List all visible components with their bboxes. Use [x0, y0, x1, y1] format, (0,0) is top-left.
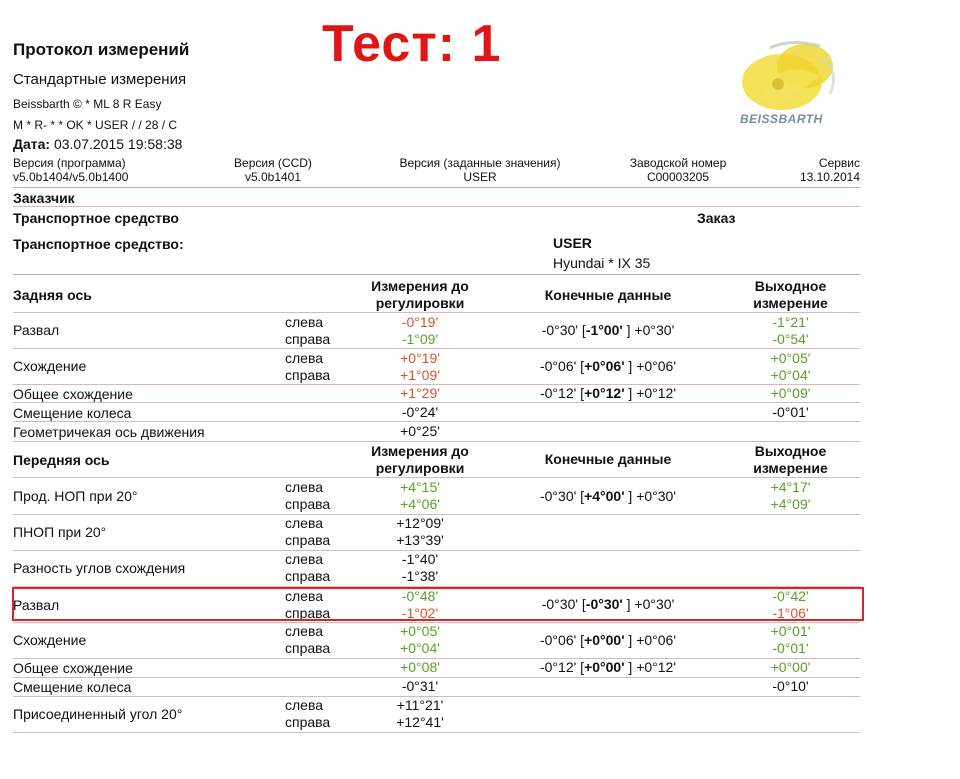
date-label: Дата: — [13, 136, 51, 152]
rear-total-toe-before: +1°29' — [400, 385, 440, 401]
divider — [13, 732, 860, 733]
divider — [13, 312, 860, 313]
rear-toe-output: +0°05' +0°04' — [770, 350, 811, 383]
front-toe-output: +0°01' -0°01' — [770, 623, 811, 656]
front-camber-target: -0°30' [-0°30' ] +0°30' — [541, 596, 675, 612]
front-camber-before: -0°48' -1°02' — [401, 588, 439, 621]
column-target-header-front: Конечные данные — [544, 451, 672, 467]
front-camber-highlight-frame — [12, 587, 864, 621]
front-caster-name: Прод. НОП при 20° — [13, 488, 138, 504]
test-overlay-title: Тест: 1 — [322, 15, 502, 73]
version-row — [13, 156, 860, 186]
front-included-angle-before: +11°21' +12°41' — [396, 697, 444, 730]
report-date — [13, 136, 182, 152]
divider — [13, 402, 860, 403]
front-wheel-offset-name: Смещение колеса — [13, 679, 132, 695]
logo-label: BEISSBARTH — [740, 112, 823, 126]
divider — [13, 274, 860, 275]
rear-thrust-axis-before: +0°25' — [400, 423, 440, 439]
rear-wheel-offset-output: -0°01' — [772, 404, 809, 420]
front-toe-diff-before: -1°40' -1°38' — [401, 551, 439, 584]
front-kpi-sides: слева справа — [285, 515, 331, 548]
front-included-angle-name: Присоединенный угол 20° — [13, 706, 183, 722]
rear-toe-sides: слева справа — [285, 350, 331, 383]
vehicle-user: USER — [553, 235, 592, 251]
front-total-toe-name: Общее схождение — [13, 660, 133, 676]
front-total-toe-before: +0°08' — [400, 659, 440, 675]
measurement-code: M * R- * * OK * USER / / 28 / C — [13, 118, 178, 132]
divider — [13, 348, 860, 349]
front-camber-sides: слева справа — [285, 588, 331, 621]
column-before-header: Измерения до регулировки — [371, 278, 469, 311]
front-caster-output: +4°17' +4°09' — [770, 479, 811, 512]
front-camber-output: -0°42' -1°06' — [772, 588, 809, 621]
version-program: Версия (программа) v5.0b1404/v5.0b1400 — [13, 156, 129, 184]
version-ccd: Версия (CCD) v5.0b1401 — [234, 156, 312, 184]
customer-label: Заказчик — [13, 190, 75, 206]
rear-camber-sides: слева справа — [285, 314, 331, 347]
rear-camber-target: -0°30' [-1°00' ] +0°30' — [541, 322, 675, 338]
version-user: Версия (заданные значения) USER — [399, 156, 561, 184]
rear-wheel-offset-before: -0°24' — [401, 404, 439, 420]
serial-number: Заводской номер C00003205 — [629, 156, 727, 184]
front-wheel-offset-output: -0°10' — [772, 678, 809, 694]
rear-toe-before: +0°19' +1°09' — [400, 350, 440, 383]
front-toe-diff-name: Разность углов схождения — [13, 560, 186, 576]
front-wheel-offset-before: -0°31' — [401, 678, 439, 694]
report-title: Протокол измерений — [13, 40, 190, 59]
rear-total-toe-name: Общее схождение — [13, 386, 133, 402]
rear-thrust-axis-name: Геометричекая ось движения — [13, 424, 205, 440]
front-total-toe-output: +0°00' — [770, 659, 811, 675]
order-label: Заказ — [697, 210, 736, 226]
rear-camber-before: -0°19' -1°09' — [401, 314, 439, 347]
front-kpi-name: ПНОП при 20° — [13, 524, 107, 540]
front-total-toe-target: -0°12' [+0°00' ] +0°12' — [539, 659, 677, 675]
front-caster-sides: слева справа — [285, 479, 331, 512]
beissbarth-logo — [730, 36, 860, 136]
vehicle-label: Транспортное средство: — [13, 236, 184, 252]
rear-toe-name: Схождение — [13, 358, 87, 374]
rear-camber-output: -1°21' -0°54' — [772, 314, 809, 347]
report-subtitle: Стандартные измерения — [13, 71, 187, 88]
divider — [13, 421, 860, 422]
front-kpi-before: +12°09' +13°39' — [396, 515, 444, 548]
logo-icon — [730, 36, 860, 116]
column-output-header: Выходное измерение — [753, 278, 828, 311]
front-camber-name: Развал — [13, 597, 60, 613]
rear-wheel-offset-name: Смещение колеса — [13, 405, 132, 421]
front-toe-target: -0°06' [+0°00' ] +0°06' — [539, 632, 677, 648]
rear-axle-label: Задняя ось — [13, 287, 92, 303]
divider — [13, 187, 860, 188]
front-toe-before: +0°05' +0°04' — [400, 623, 440, 656]
column-output-header-front: Выходное измерение — [753, 443, 828, 476]
rear-camber-name: Развал — [13, 322, 60, 338]
rear-total-toe-output: +0°09' — [770, 385, 811, 401]
rear-total-toe-target: -0°12' [+0°12' ] +0°12' — [539, 385, 677, 401]
front-toe-name: Схождение — [13, 632, 87, 648]
front-toe-sides: слева справа — [285, 623, 331, 656]
front-caster-target: -0°30' [+4°00' ] +0°30' — [539, 488, 677, 504]
front-axle-label: Передняя ось — [13, 452, 110, 468]
front-included-angle-sides: слева справа — [285, 697, 331, 730]
divider — [13, 477, 860, 478]
divider — [13, 441, 860, 442]
front-caster-before: +4°15' +4°06' — [400, 479, 440, 512]
column-before-header-front: Измерения до регулировки — [371, 443, 469, 476]
vehicle-model: Hyundai * IX 35 — [553, 255, 651, 271]
device-name: Beissbarth © * ML 8 R Easy — [13, 97, 162, 111]
column-target-header: Конечные данные — [544, 287, 672, 303]
vehicle-section-label: Транспортное средство — [13, 210, 179, 226]
divider — [13, 206, 860, 207]
front-toe-diff-sides: слева справа — [285, 551, 331, 584]
rear-toe-target: -0°06' [+0°06' ] +0°06' — [539, 358, 677, 374]
service-date: Сервис 13.10.2014 — [799, 156, 860, 184]
date-value: 03.07.2015 19:58:38 — [53, 136, 183, 152]
